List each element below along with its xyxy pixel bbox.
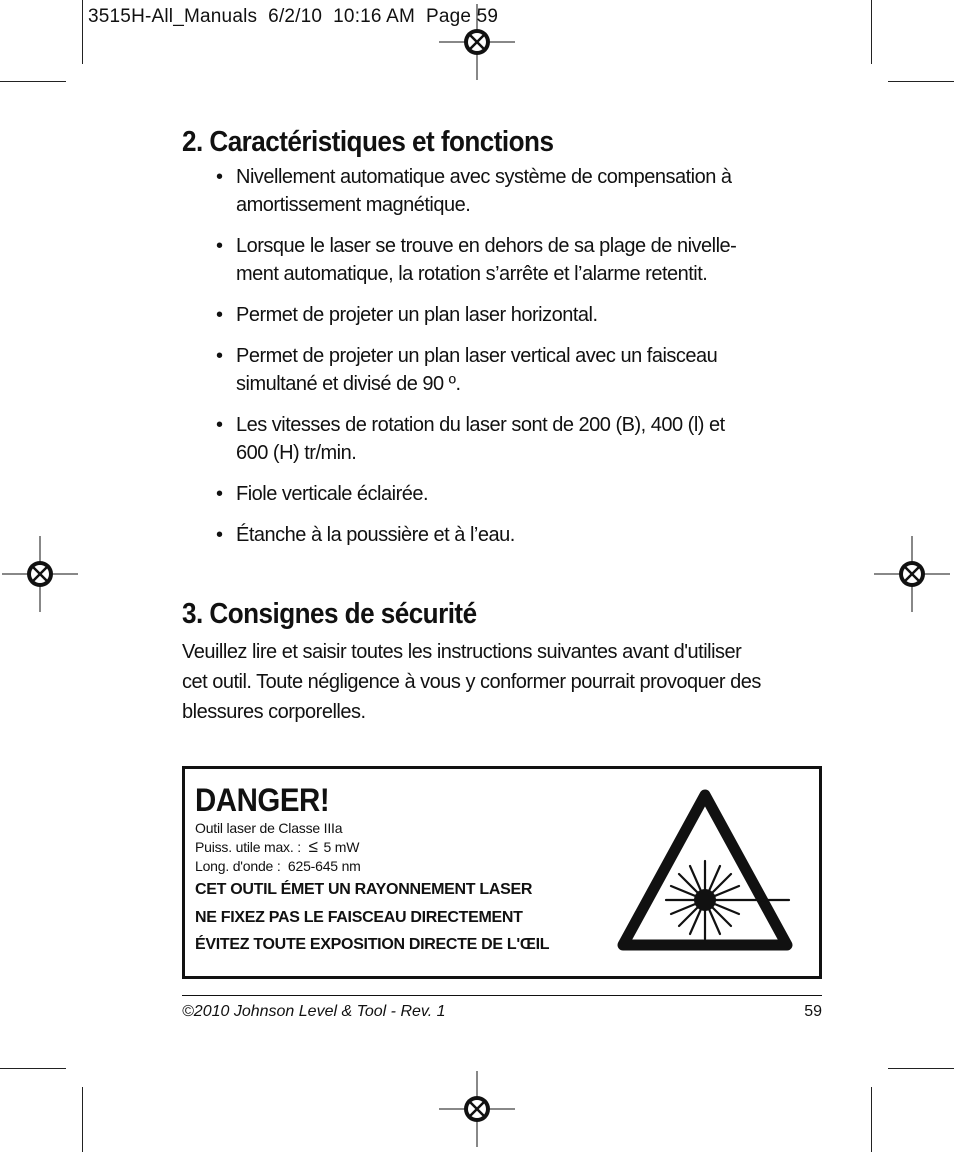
print-slug: 3515H-All_Manuals 6/2/10 10:16 AM Page 59 [88, 6, 499, 27]
item-text-line: ment automatique, la rotation s’arrête et l’alarme retentit. [236, 263, 708, 285]
list-item [182, 480, 822, 508]
item-text-line: Permet de projeter un plan laser vertical avec un faisceau [236, 345, 718, 367]
registration-mark-icon [439, 4, 515, 80]
registration-mark-icon [439, 1071, 515, 1147]
intro-line: blessures corporelles. [182, 701, 366, 723]
wavelength-label: Long. d'onde : [195, 858, 281, 874]
list-item [182, 521, 822, 549]
item-text-line: Permet de projeter un plan laser horizontal. [236, 304, 598, 326]
crop-mark [888, 1068, 954, 1069]
crop-mark [871, 0, 872, 64]
registration-mark-icon [2, 536, 78, 612]
item-text-line: amortissement magnétique. [236, 194, 471, 216]
page-number: 59 [804, 1003, 822, 1020]
item-text-line: Fiole verticale éclairée. [236, 483, 429, 505]
bullet: • [216, 304, 223, 326]
section-heading: 3. Consignes de sécurité [182, 598, 477, 630]
bullet: • [216, 524, 223, 546]
item-text-line: Étanche à la poussière et à l’eau. [236, 524, 515, 546]
bullet: • [216, 414, 223, 436]
bullet: • [216, 166, 223, 188]
crop-mark [871, 1087, 872, 1152]
laser-warning-triangle-icon [615, 785, 795, 957]
list-item [182, 301, 822, 329]
feature-list [182, 163, 822, 549]
section-safety [182, 598, 822, 727]
item-text-line: simultané et divisé de 90 º. [236, 373, 461, 395]
list-item [182, 232, 822, 288]
item-text-line: 600 (H) tr/min. [236, 442, 357, 464]
crop-mark [0, 81, 66, 82]
wavelength-spec [195, 857, 361, 875]
power-value: 5 mW [323, 839, 360, 855]
laser-class: Outil laser de Classe IIIa [195, 820, 343, 836]
power-spec [195, 838, 359, 856]
section-heading: 2. Caractéristiques et fonctions [182, 126, 554, 158]
list-item [182, 163, 822, 219]
crop-mark [888, 81, 954, 82]
item-text-line: Lorsque le laser se trouve en dehors de sa plage de nivelle- [236, 235, 737, 257]
warning-line: ÉVITEZ TOUTE EXPOSITION DIRECTE DE L'ŒIL [195, 936, 550, 953]
item-text-line: Nivellement automatique avec système de compensation à [236, 166, 732, 188]
safety-intro [182, 637, 822, 727]
footer-copyright: ©2010 Johnson Level & Tool - Rev. 1 [182, 1003, 446, 1020]
item-text-line: Les vitesses de rotation du laser sont de 200 (B), 400 (l) et [236, 414, 725, 436]
intro-line: Veuillez lire et saisir toutes les instructions suivantes avant d'utiliser [182, 641, 742, 663]
registration-mark-icon [874, 536, 950, 612]
crop-mark [82, 1087, 83, 1152]
crop-mark [0, 1068, 66, 1069]
power-label: Puiss. utile max. : [195, 839, 301, 855]
crop-mark [82, 0, 83, 64]
less-equal-symbol: ≤ [308, 837, 318, 856]
footer-rule [182, 995, 822, 996]
danger-label [182, 766, 822, 979]
intro-line: cet outil. Toute négligence à vous y conformer pourrait provoquer des [182, 671, 761, 693]
bullet: • [216, 483, 223, 505]
warning-line: NE FIXEZ PAS LE FAISCEAU DIRECTEMENT [195, 909, 523, 926]
list-item [182, 411, 822, 467]
warning-line: CET OUTIL ÉMET UN RAYONNEMENT LASER [195, 881, 533, 898]
bullet: • [216, 235, 223, 257]
list-item [182, 342, 822, 398]
section-features [182, 126, 822, 562]
wavelength-value: 625-645 nm [287, 858, 361, 874]
danger-title: DANGER! [195, 782, 330, 818]
bullet: • [216, 345, 223, 367]
